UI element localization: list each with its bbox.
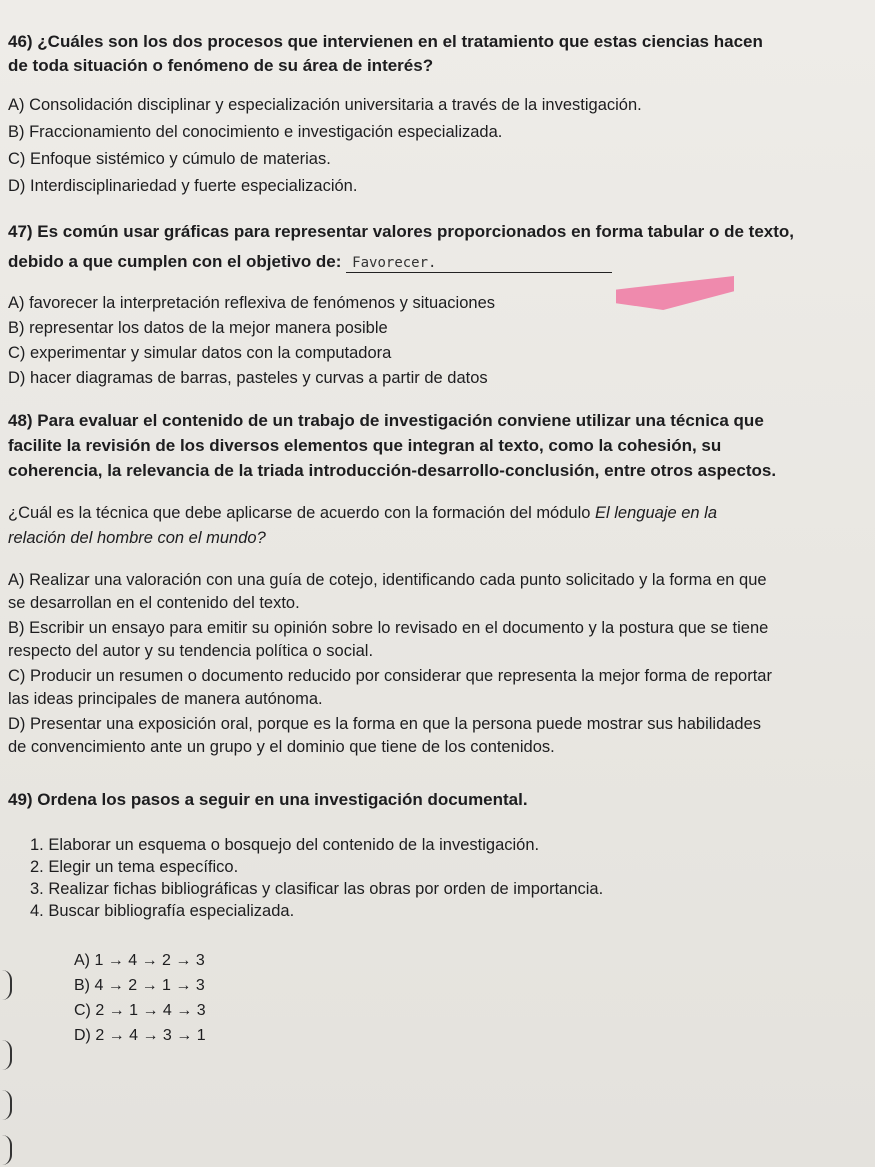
option-48-a[interactable]: A) Realizar una valoración con una guía de cotejo, identificando cada punto solicitado y la forma en que se desarrollan en el contenido del texto. [8,571,767,612]
option-47-c[interactable]: C) experimentar y simular datos con la computadora [8,344,392,362]
option-48-b[interactable]: B) Escribir un ensayo para emitir su opinión sobre lo revisado en el documento y la postura que se tiene respecto del autor y su tendencia política o social. [8,619,769,660]
question-47-stem: 47) Es común usar gráficas para representar valores proporcionados en forma tabular o de texto, debido a que cumplen con el objetivo de: Favorecer. [8,222,795,271]
question-49-stem: 49) Ordena los pasos a seguir en una investigación documental. [8,790,528,809]
question-48-stem: 48) Para evaluar el contenido de un trabajo de investigación conviene utilizar una técnica que facilite la revisión de los diversos elementos que integran al texto, como la cohesión, su coherencia, la relevancia de la triada introducción-desarrollo-conclusión, entre otros aspectos. [8,411,777,480]
option-48-d[interactable]: D) Presentar una exposición oral, porque es la forma en que la persona puede mostrar sus habilidades de convencimiento ante un grupo y el dominio que tiene de los contenidos. [8,715,762,756]
step-1: 1. Elaborar un esquema o bosquejo del contenido de la investigación. [30,836,540,854]
question-46 [8,30,835,198]
step-3: 3. Realizar fichas bibliográficas y clasificar las obras por orden de importancia. [30,880,604,898]
option-49-a[interactable]: A) 1 → 4 → 2 → 3 [74,952,205,969]
margin-bracket-2 [0,1040,12,1070]
option-49-b[interactable]: B) 4 → 2 → 1 → 3 [74,977,205,994]
question-48 [8,408,839,759]
option-46-a[interactable]: A) Consolidación disciplinar y especialización universitaria a través de la investigación. [8,96,642,114]
option-46-d[interactable]: D) Interdisciplinariedad y fuerte especialización. [8,177,358,195]
margin-bracket-3 [0,1090,12,1120]
option-47-a[interactable]: A) favorecer la interpretación reflexiva de fenómenos y situaciones [8,294,495,312]
step-4: 4. Buscar bibliografía especializada. [30,902,295,920]
step-2: 2. Elegir un tema específico. [30,858,239,876]
margin-bracket-4 [0,1135,12,1165]
option-49-c[interactable]: C) 2 → 1 → 4 → 3 [74,1002,206,1019]
margin-bracket-1 [0,970,12,1000]
option-47-b[interactable]: B) representar los datos de la mejor manera posible [8,319,388,337]
answer-blank-47[interactable]: Favorecer. [346,254,612,273]
option-49-d[interactable]: D) 2 → 4 → 3 → 1 [74,1027,206,1044]
question-46-stem: 46) ¿Cuáles son los dos procesos que intervienen en el tratamiento que estas ciencias hacen de toda situación o fenómeno de su área de interés? [8,32,763,75]
option-47-d[interactable]: D) hacer diagramas de barras, pasteles y curvas a partir de datos [8,369,488,387]
question-47 [8,220,835,390]
option-46-b[interactable]: B) Fraccionamiento del conocimiento e investigación especializada. [8,123,503,141]
question-49 [8,788,835,1048]
option-48-c[interactable]: C) Producir un resumen o documento reducido por considerar que representa la mejor forma de reportar las ideas principales de manera autónoma. [8,667,772,708]
option-46-c[interactable]: C) Enfoque sistémico y cúmulo de materias. [8,150,331,168]
question-48-prompt: ¿Cuál es la técnica que debe aplicarse de acuerdo con la formación del módulo El lenguaje en la relación del hombre con el mundo? [8,504,718,547]
